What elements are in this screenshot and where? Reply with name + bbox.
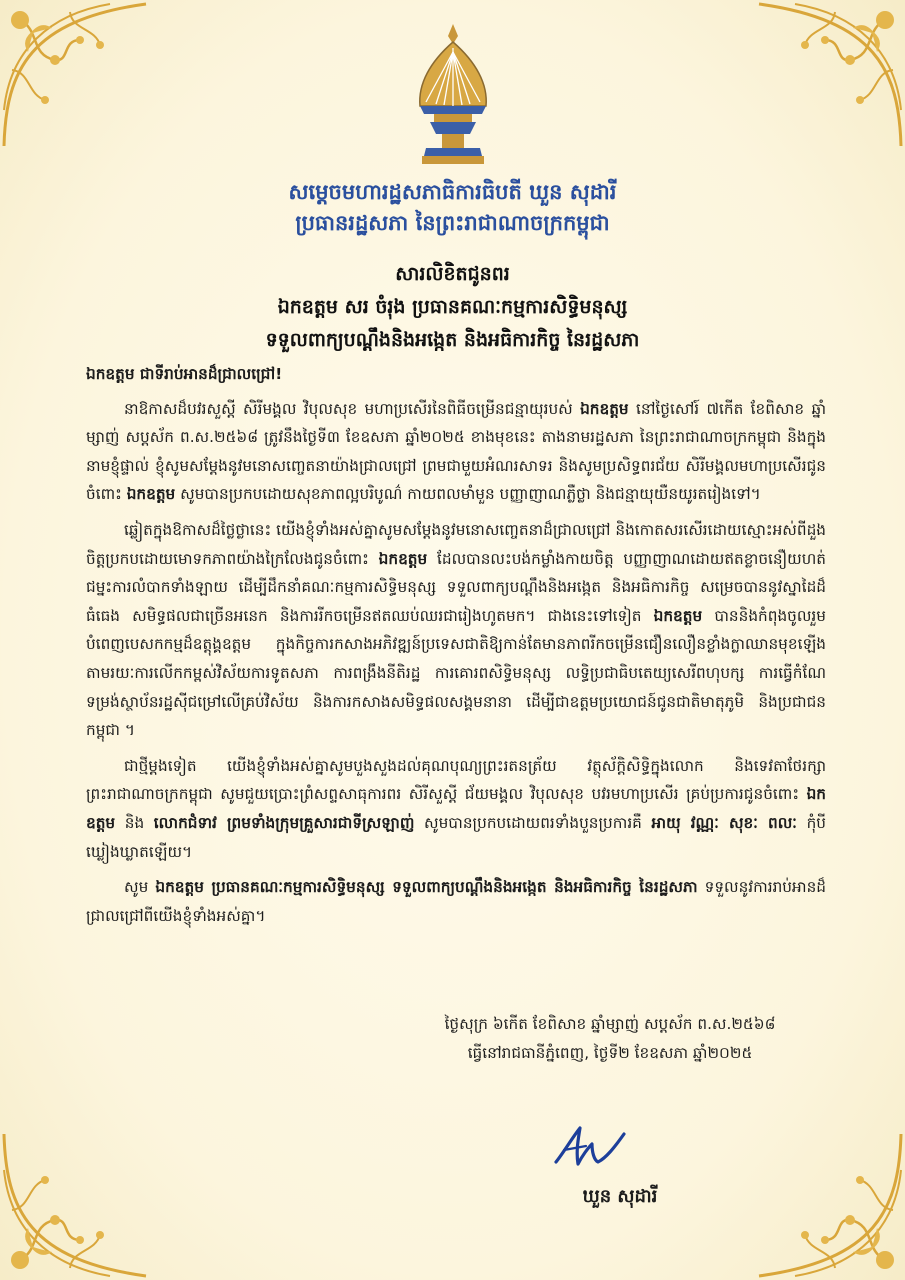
corner-ornament-bottom-right bbox=[755, 1130, 905, 1280]
lunar-date: ថ្ងៃសុក្រ ៦កើត ខែពិសាខ ឆ្នាំម្សាញ់ សប្តស័ក ព.ស.២៥៦៨ bbox=[444, 1015, 776, 1033]
p1-text-1: នាឱកាសដ៏បវរសួស្តី សិរីមង្គល វិបុលសុខ មហាប្រសើរនៃពិធីចម្រើនជន្មាយុរបស់ bbox=[124, 399, 581, 418]
paragraph-3 bbox=[86, 752, 826, 866]
p1-text-2: នៅថ្ងៃសៅរ៍ ៧កើត ខែពិសាខ ឆ្នាំម្សាញ់ សប្តស័ក ព.ស.២៥៦៨ ត្រូវនឹងថ្ងៃទី៣ ខែឧសភា ឆ្នាំ២០២៥ ខាងមុខនេះ តាងនាមរដ្ឋសភា នៃព្រះរាជាណាចក្រកម្ពុជា និងក្នុងនាមខ្ញុំផ្ទាល់ ខ្ញុំសូមសម្តែងនូវមនោសញ្ចេតនាយ៉ាងជ្រាលជ្រៅ ព្រមជាមួយអំណរសាទរ និងសូមប្រសិទ្ធពរជ័យ សិរីមង្គលមហាប្រសើរជូនចំពោះ bbox=[86, 399, 827, 504]
p2-text-3: បាននិងកំពុងចូលរួមបំពេញបេសកកម្មដ៏ឧត្តុង្គឧត្តម ក្នុងកិច្ចការកសាងអភិវឌ្ឍន៍ប្រទេសជាតិឱ្យកាន់តែមានភាពរីកចម្រើនជឿនលឿនខ្លាំងក្លាឈានមុខឡើង តាមរយៈការលើកកម្ពស់វិស័យការទូតសភា ការពង្រឹងនីតិរដ្ឋ ការគោរពសិទ្ធិមនុស្ស លទ្ធិប្រជាធិបតេយ្យសេរីពហុបក្ស ការធ្វើកំណែទម្រង់ស្ថាប័នរដ្ឋស៊ីជម្រៅលើគ្រប់វិស័យ និងការកសាងសមិទ្ធផលសង្គមនានា ដើម្បីជាឧត្តមប្រយោជន៍ជូនជាតិមាតុភូមិ និងប្រជាជនកម្ពុជា ។ bbox=[86, 606, 826, 740]
sender-name-line: សម្ដេចមហារដ្ឋសភាធិការធិបតី ឃួន សុដារី bbox=[288, 180, 617, 204]
corner-ornament-top-left bbox=[0, 0, 150, 150]
paragraph-4 bbox=[86, 873, 826, 930]
place-and-date: ធ្វើនៅរាជធានីភ្នំពេញ, ថ្ងៃទី២ ខែឧសភា ឆ្នាំ២០២៥ bbox=[467, 1044, 753, 1062]
greeting: ឯកឧត្តម ជាទីរាប់អានដ៏ជ្រាលជ្រៅ! bbox=[86, 365, 283, 383]
title-line-1: សារលិខិតជូនពរ bbox=[395, 263, 510, 285]
national-assembly-emblem-icon bbox=[412, 22, 494, 167]
p1-text-3: សូមបានប្រកបដោយសុខភាពល្អបរិបូណ៌ កាយពលមាំមួន បញ្ញាញាណភ្លឺថ្លា និងជន្មាយុយឺនយូរតរៀងទៅ។ bbox=[175, 485, 761, 504]
header-sender-name bbox=[0, 176, 905, 208]
corner-ornament-bottom-left bbox=[0, 1130, 150, 1280]
p3-text-1: ជាថ្មីម្តងទៀត យើងខ្ញុំទាំងអស់គ្នាសូមបួងសួងដល់គុណបុណ្យព្រះរតនត្រ័យ វត្ថុស័ក្តិសិទ្ធិក្នុងលោក និងទេវតាថែរក្សាព្រះរាជាណាចក្រកម្ពុជា សូមជួយប្រោះព្រំសព្ទសាធុការពរ សិរីសួស្តី ជ័យមង្គល វិបុលសុខ បវរមហាប្រសើរ គ្រប់ប្រការជូនចំពោះ bbox=[86, 756, 826, 804]
letter-body bbox=[86, 360, 826, 937]
date-block bbox=[390, 1010, 830, 1068]
paragraph-2 bbox=[86, 516, 826, 745]
p4-text-1: សូម bbox=[124, 878, 156, 897]
sender-title-line: ប្រធានរដ្ឋសភា នៃព្រះរាជាណាចក្រកម្ពុជា bbox=[295, 211, 610, 235]
p4-text-2: ទទួលនូវការរាប់អានដ៏ជ្រាលជ្រៅពីយើងខ្ញុំទាំងអស់គ្នា។ bbox=[86, 878, 826, 925]
p3-bold-2: លោកជំទាវ ព្រមទាំងក្រុមគ្រួសារជាទីស្រឡាញ់ bbox=[153, 813, 415, 832]
title-line-3: ទទួលពាក្យបណ្ដឹងនិងអង្កេត និងអធិការកិច្ច នៃរដ្ឋសភា bbox=[265, 329, 640, 351]
handwritten-signature bbox=[550, 1122, 630, 1172]
p3-bold-3: អាយុ វណ្ណៈ សុខៈ ពលៈ bbox=[651, 813, 797, 832]
header-sender-title bbox=[0, 207, 905, 239]
paragraph-1 bbox=[86, 395, 826, 509]
p2-bold-1: ឯកឧត្តម bbox=[378, 549, 428, 568]
p2-text-2: ដែលបានលះបង់កម្លាំងកាយចិត្ត បញ្ញាញាណដោយឥតខ្លាចនឿយហត់ ជម្នះការលំបាកទាំងឡាយ ដើម្បីដឹកនាំគណៈកម្មការសិទ្ធិមនុស្ស ទទួលពាក្យបណ្តឹងនិងអង្កេត និងអធិការកិច្ច សម្រេចបាននូវស្នាដៃដ៏ធំធេង សមិទ្ធផលជាច្រើនអនេក និងការរីកចម្រើនឥតឈប់ឈរជារៀងហូតមក។ ជាងនេះទៅទៀត bbox=[86, 549, 826, 625]
p3-text-4: កុំបីឃ្លៀងឃ្លាតឡើយ។ bbox=[86, 813, 826, 861]
signer-name: ឃួន សុដារី bbox=[582, 1186, 658, 1207]
p4-bold-1: ឯកឧត្តម ប្រធានគណៈកម្មការសិទ្ធិមនុស្ស ទទួលពាក្យបណ្ដឹងនិងអង្កេត និងអធិការកិច្ច នៃរដ្ឋសភា bbox=[155, 878, 698, 897]
p3-bold-1: ឯកឧត្តម bbox=[86, 785, 826, 832]
title-line-2: ឯកឧត្តម សរ ចំរុង ប្រធានគណៈកម្មការសិទ្ធិមនុស្ស bbox=[277, 296, 628, 318]
p2-text-1: ឆ្លៀតក្នុងឱកាសដ៏ថ្លៃថ្លានេះ យើងខ្ញុំទាំងអស់គ្នាសូមសម្តែងនូវមនោសញ្ចេតនាដ៏ជ្រាលជ្រៅ និងកោតសរសើរដោយស្មោះអស់ពីដួងចិត្តប្រកបដោយមោទកភាពយ៉ាងក្រៃលែងជូនចំពោះ bbox=[86, 520, 826, 568]
p3-text-2: និង bbox=[115, 813, 154, 832]
p3-text-3: សូមបានប្រកបដោយពរទាំងបួនប្រការគឺ bbox=[414, 813, 652, 832]
corner-ornament-top-right bbox=[755, 0, 905, 150]
p1-bold-2: ឯកឧត្តម bbox=[126, 485, 176, 504]
p2-bold-2: ឯកឧត្តម bbox=[653, 606, 703, 625]
letter-title bbox=[0, 258, 905, 357]
p1-bold-1: ឯកឧត្តម bbox=[580, 399, 629, 418]
